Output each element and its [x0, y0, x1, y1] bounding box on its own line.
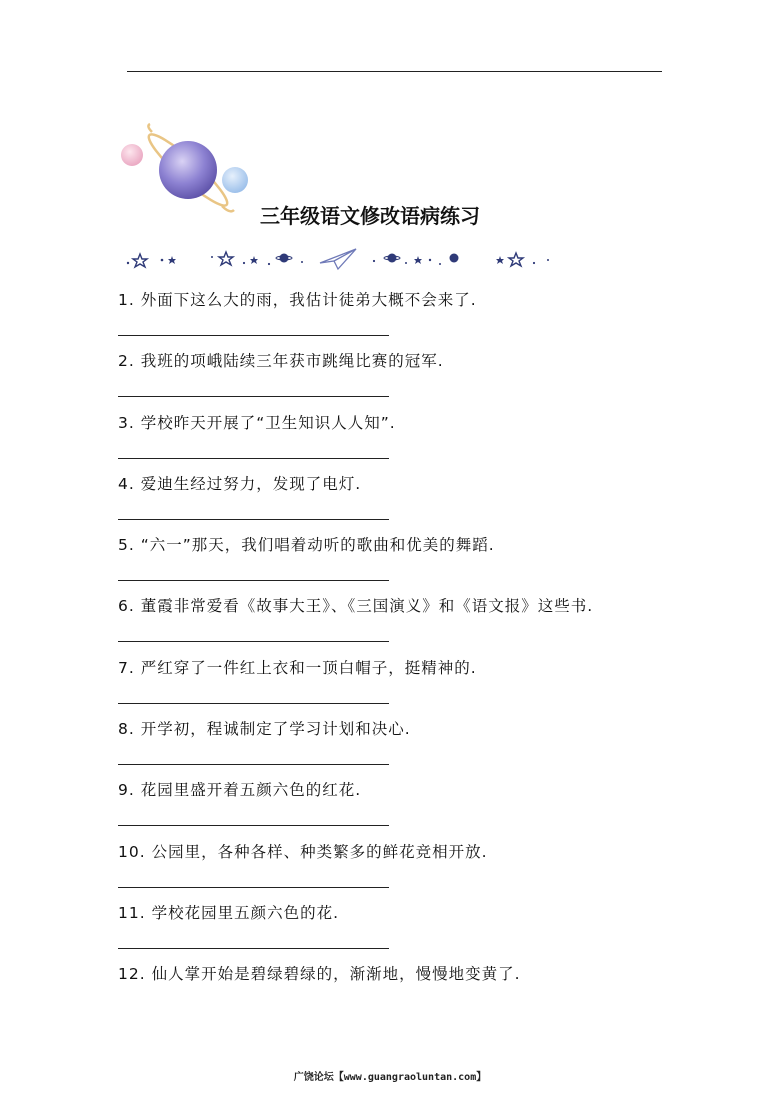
answer-line[interactable]	[118, 396, 389, 397]
answer-line[interactable]	[118, 519, 389, 520]
question-text: 12. 仙人掌开始是碧绿碧绿的，渐渐地，慢慢地变黄了.	[118, 965, 521, 984]
question-text: 2. 我班的项峨陆续三年获市跳绳比赛的冠军.	[118, 352, 444, 371]
question-item	[118, 592, 678, 653]
question-text: 7. 严红穿了一件红上衣和一顶白帽子，挺精神的.	[118, 658, 477, 677]
ringed-planet-icon	[159, 141, 217, 199]
question-item	[118, 960, 678, 1021]
page-title: 三年级语文修改语病练习	[260, 204, 480, 228]
star-icon	[414, 256, 422, 264]
question-item	[118, 409, 678, 470]
answer-line[interactable]	[118, 335, 389, 336]
answer-line[interactable]	[118, 580, 389, 581]
question-item	[118, 838, 678, 899]
question-item	[118, 347, 678, 408]
question-item	[118, 899, 678, 960]
star-icon	[509, 253, 523, 266]
question-text: 10. 公园里，各种各样、种类繁多的鲜花竞相开放.	[118, 842, 488, 861]
planet-icon	[280, 254, 289, 263]
question-text: 8. 开学初，程诚制定了学习计划和决心.	[118, 720, 411, 739]
moon-icon	[192, 249, 203, 271]
pink-moon-icon	[121, 144, 143, 166]
blue-moon-icon	[222, 167, 248, 193]
answer-line[interactable]	[118, 641, 389, 642]
question-text: 3. 学校昨天开展了“卫生知识人人知”.	[118, 413, 396, 432]
question-item	[118, 776, 678, 837]
question-text: 11. 学校花园里五颜六色的花.	[118, 903, 340, 922]
answer-line[interactable]	[118, 703, 389, 704]
paper-plane-icon	[320, 249, 356, 269]
moon-icon	[470, 247, 482, 271]
star-moon-decoration-band	[124, 243, 554, 273]
question-text: 5. “六一”那天，我们唱着动听的歌曲和优美的舞蹈.	[118, 536, 495, 555]
question-text: 9. 花园里盛开着五颜六色的红花.	[118, 781, 362, 800]
question-text: 1. 外面下这么大的雨，我估计徒弟大概不会来了.	[118, 291, 477, 309]
answer-line[interactable]	[118, 458, 389, 459]
question-text: 4. 爱迪生经过努力，发现了电灯.	[118, 474, 362, 493]
footer-source: 广饶论坛【www.guangraoluntan.com】	[293, 1072, 487, 1083]
star-icon	[219, 252, 233, 265]
answer-line[interactable]	[118, 948, 389, 949]
planet-icon	[450, 254, 459, 263]
star-icon	[250, 256, 258, 264]
answer-line[interactable]	[118, 764, 389, 765]
answer-line[interactable]	[118, 887, 389, 888]
star-icon	[496, 256, 504, 264]
question-text: 6. 董霞非常爱看《故事大王》、《三国演义》和《语文报》这些书.	[118, 597, 594, 616]
question-item	[118, 531, 678, 592]
planet-icon	[388, 254, 397, 263]
question-item	[118, 470, 678, 531]
question-item	[118, 715, 678, 776]
header-rule	[127, 71, 662, 72]
question-item	[118, 286, 678, 347]
question-list	[118, 286, 678, 1022]
star-icon	[168, 256, 176, 264]
star-icon	[133, 254, 147, 267]
answer-line[interactable]	[118, 825, 389, 826]
question-item	[118, 654, 678, 715]
